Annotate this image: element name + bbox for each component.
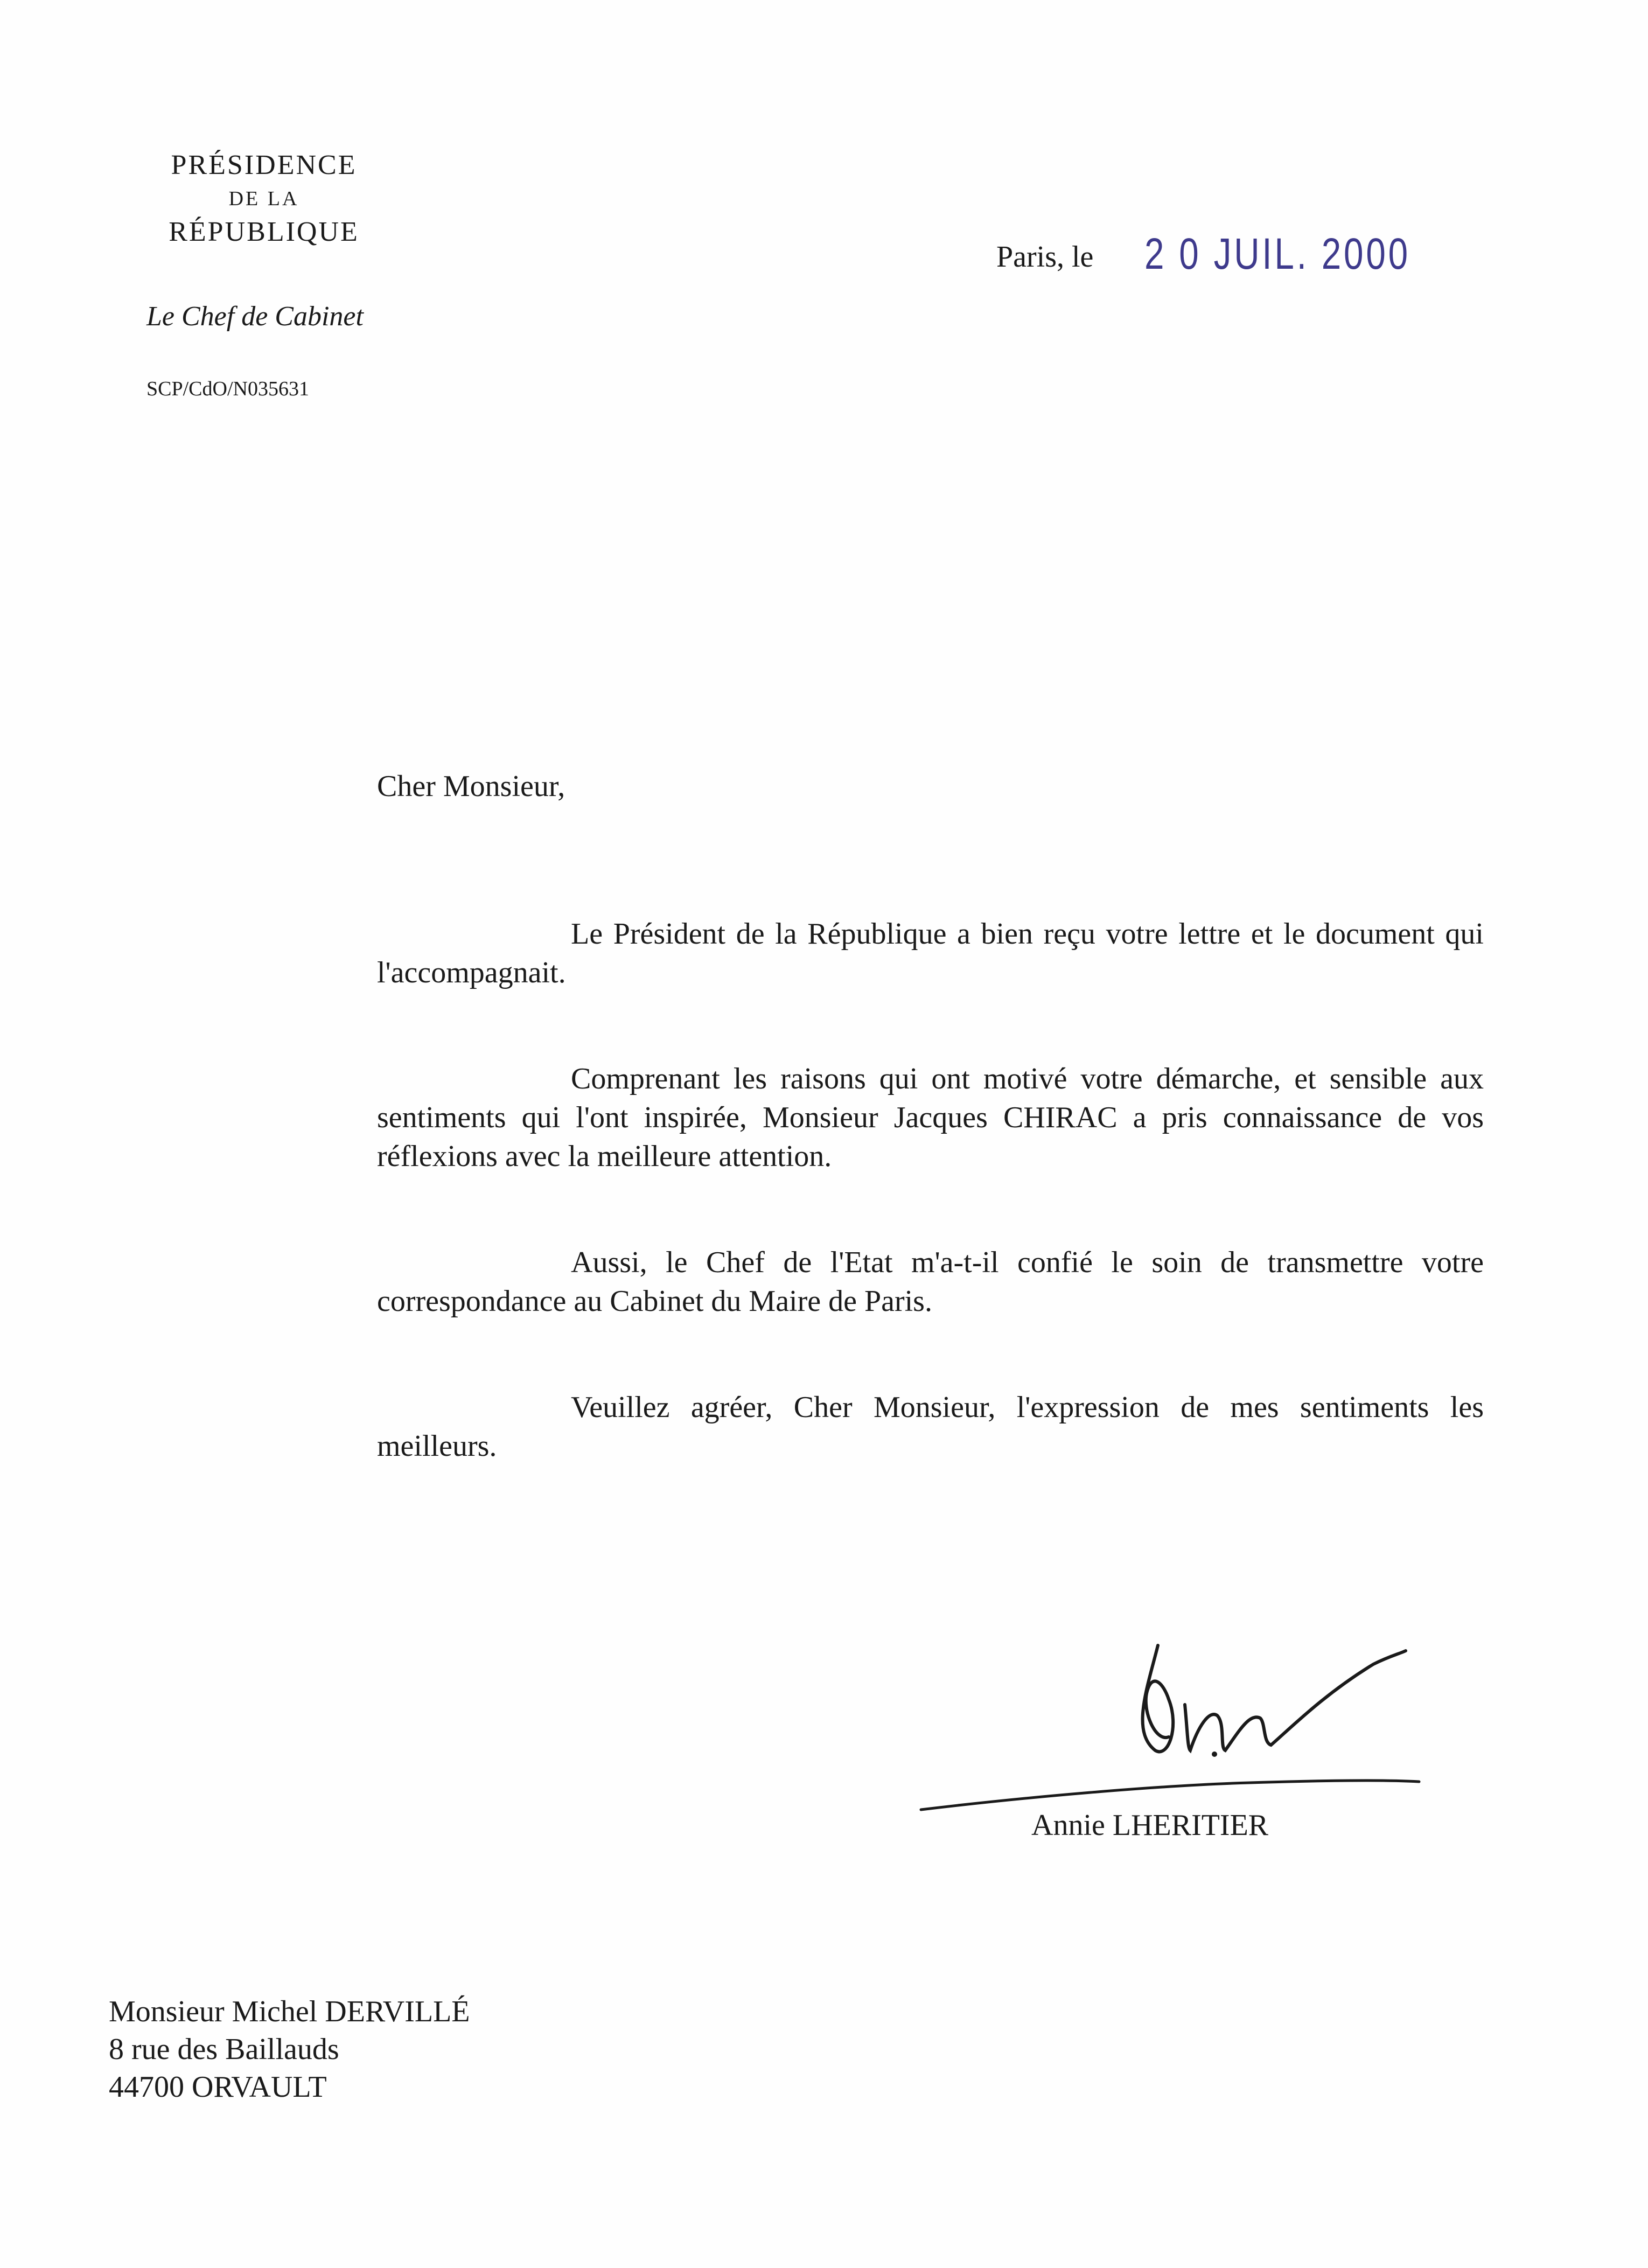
reference-number: SCP/CdO/N035631 <box>146 378 309 400</box>
paragraph-4: Veuillez agréer, Cher Monsieur, l'expression de mes sentiments les meilleurs. <box>377 1391 1484 1463</box>
recipient-street: 8 rue des Baillauds <box>109 2033 339 2066</box>
paragraph-2: Comprenant les raisons qui ont motivé votre démarche, et sensible aux sentiments qui l'ont inspirée, Monsieur Jacques CHIRAC a pris connaissance de vos réflexions avec la meilleure attention. <box>377 1062 1484 1173</box>
letter-body <box>377 915 1484 1533</box>
paragraph-1: Le Président de la République a bien reçu votre lettre et le document qui l'accompagnait. <box>377 917 1484 989</box>
letterhead-line-1: PRÉSIDENCE <box>171 150 357 180</box>
letterhead <box>124 148 404 249</box>
handwritten-signature <box>916 1608 1465 1823</box>
place-label: Paris, le <box>996 240 1094 274</box>
recipient-address <box>109 1993 470 2106</box>
signatory-name: Annie LHERITIER <box>1031 1809 1269 1842</box>
recipient-name: Monsieur Michel DERVILLÉ <box>109 1995 470 2028</box>
letterhead-line-2: DE LA <box>228 187 299 210</box>
letterhead-line-3: RÉPUBLIQUE <box>169 217 359 247</box>
salutation: Cher Monsieur, <box>377 770 565 803</box>
paragraph-3: Aussi, le Chef de l'Etat m'a-t-il confié le soin de transmettre votre correspondance au Cabinet du Maire de Paris. <box>377 1246 1484 1318</box>
date-stamp: 2 0 JUIL. 2000 <box>1144 229 1410 278</box>
recipient-city: 44700 ORVAULT <box>109 2070 327 2104</box>
sender-title: Le Chef de Cabinet <box>146 301 364 332</box>
